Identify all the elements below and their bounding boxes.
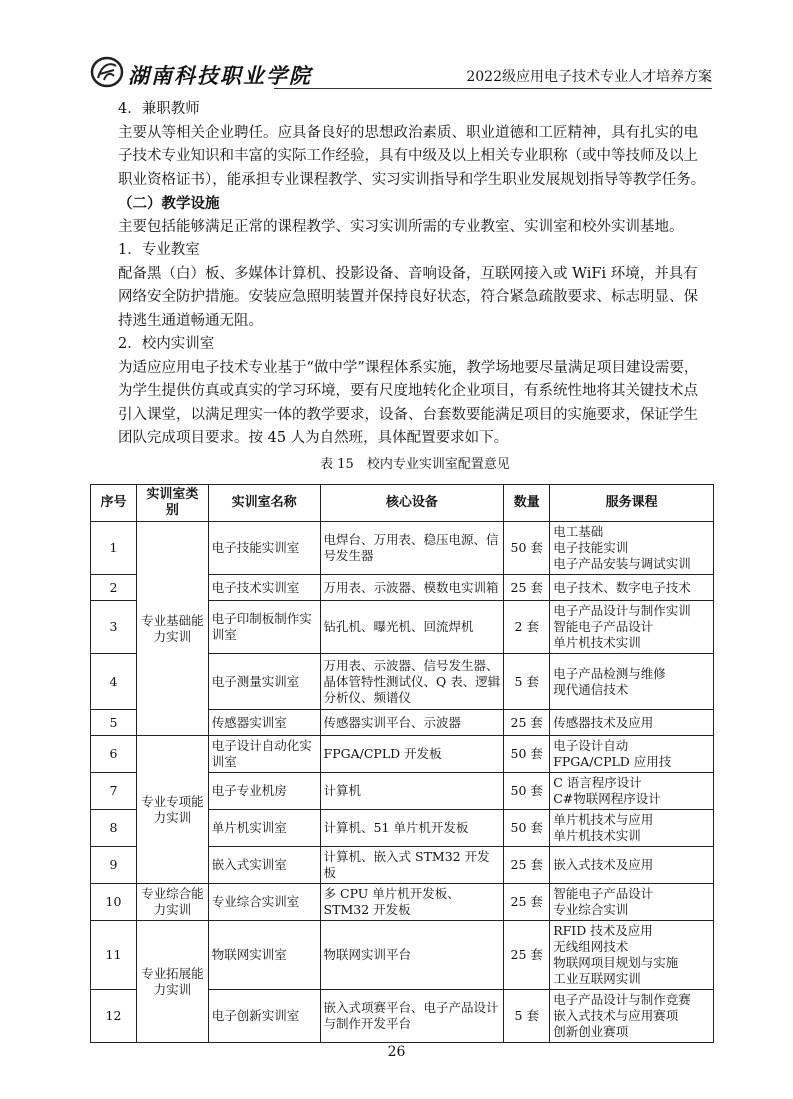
cell-courses xyxy=(550,884,714,921)
cell-quantity: 25 套 xyxy=(504,884,550,921)
section-heading-training-room: 2．校内实训室 xyxy=(118,336,215,352)
cell-equipment: 计算机、嵌入式 STM32 开发板 xyxy=(320,847,504,884)
cell-quantity: 25 套 xyxy=(504,847,550,884)
paragraph-text: 主要从等相关企业聘任。应具备良好的思想政治素质、职业道德和工匠精神，具有扎实的电子技术专业知识和丰富的实际工作经验，具有中级及以上相关专业职称（或中等技师及以上职业资格证书），能承担专业课程教学、实习实训指导和学生职业发展规划指导等教学任务。 xyxy=(118,124,706,188)
cell-courses xyxy=(550,710,714,736)
cell-room-name: 单片机实训室 xyxy=(208,810,320,847)
school-logo-icon xyxy=(90,56,124,88)
table-row xyxy=(91,522,714,575)
course-line: RFID 技术及应用 xyxy=(553,923,653,938)
header-category: 实训室类别 xyxy=(136,485,208,522)
cell-quantity: 50 套 xyxy=(504,522,550,575)
cell-quantity: 50 套 xyxy=(504,773,550,810)
cell-room-name: 电子设计自动化实训室 xyxy=(208,736,320,773)
cell-equipment: 嵌入式项赛平台、电子产品设计与制作开发平台 xyxy=(320,990,504,1043)
cell-no: 2 xyxy=(91,575,137,601)
cell-room-name: 电子创新实训室 xyxy=(208,990,320,1043)
course-line: 电子技术、数字电子技术 xyxy=(553,579,691,595)
cell-category: 专业综合能力实训 xyxy=(136,884,208,921)
course-line: C 语言程序设计 xyxy=(553,775,642,790)
course-line: 专业综合实训 xyxy=(553,902,629,917)
cell-no: 6 xyxy=(91,736,137,773)
cell-no: 9 xyxy=(91,847,137,884)
course-line: 现代通信技术 xyxy=(553,681,629,697)
cell-equipment: 万用表、示波器、模数电实训箱 xyxy=(320,575,504,601)
section-heading-classroom: 1．专业教室 xyxy=(118,242,200,258)
cell-no: 8 xyxy=(91,810,137,847)
cell-courses xyxy=(550,921,714,990)
cell-courses xyxy=(550,736,714,773)
course-line: 传感器技术及应用 xyxy=(553,714,654,730)
header-equipment: 核心设备 xyxy=(320,485,504,522)
cell-equipment: 钻孔机、曝光机、回流焊机 xyxy=(320,601,504,654)
cell-quantity: 5 套 xyxy=(504,654,550,710)
cell-category: 专业专项能力实训 xyxy=(136,736,208,884)
section-heading-facilities: （二）教学设施 xyxy=(118,195,220,212)
cell-room-name: 传感器实训室 xyxy=(208,710,320,736)
header-no: 序号 xyxy=(91,485,137,522)
paragraph-facilities-intro: 主要包括能够满足正常的课程教学、实习实训所需的专业教室、实训室和校外实训基地。 xyxy=(118,218,684,235)
cell-room-name: 电子专业机房 xyxy=(208,773,320,810)
section-heading-part-time-teachers: 4．兼职教师 xyxy=(118,101,200,117)
cell-equipment: 计算机 xyxy=(320,773,504,810)
cell-room-name: 电子测量实训室 xyxy=(208,654,320,710)
cell-courses xyxy=(550,601,714,654)
course-line: 电子设计自动 xyxy=(553,738,629,753)
cell-courses xyxy=(550,847,714,884)
course-line: 智能电子产品设计 xyxy=(553,619,654,634)
cell-room-name: 电子印制板制作实训室 xyxy=(208,601,320,654)
page-body xyxy=(118,98,712,482)
cell-equipment: 计算机、51 单片机开发板 xyxy=(320,810,504,847)
header-quantity: 数量 xyxy=(504,485,550,522)
document-title: 2022级应用电子技术专业人才培养方案 xyxy=(466,69,712,85)
course-line: 嵌入式技术与应用赛项 xyxy=(553,1008,679,1023)
course-line: 创新创业赛项 xyxy=(553,1024,629,1039)
paragraph-part-time-teachers xyxy=(118,122,712,193)
cell-quantity: 25 套 xyxy=(504,575,550,601)
cell-equipment: 物联网实训平台 xyxy=(320,921,504,990)
cell-equipment: FPGA/CPLD 开发板 xyxy=(320,736,504,773)
course-line: FPGA/CPLD 应用技 xyxy=(553,754,672,769)
cell-quantity: 2 套 xyxy=(504,601,550,654)
cell-quantity: 25 套 xyxy=(504,710,550,736)
cell-room-name: 电子技能实训室 xyxy=(208,522,320,575)
cell-no: 7 xyxy=(91,773,137,810)
table-row xyxy=(91,921,714,990)
course-line: 电子产品检测与维修 xyxy=(553,665,666,681)
header-room-name: 实训室名称 xyxy=(208,485,320,522)
cell-equipment: 万用表、示波器、信号发生器、晶体管特性测试仪、Q 表、逻辑分析仪、频谱仪 xyxy=(320,654,504,710)
cell-category: 专业拓展能力实训 xyxy=(136,921,208,1043)
table-caption: 表 15 校内专业实训室配置意见 xyxy=(320,456,510,472)
training-room-table xyxy=(90,484,714,1043)
course-line: 无线组网技术 xyxy=(553,939,629,954)
course-line: 单片机技术实训 xyxy=(553,635,641,650)
paragraph-training-room: 为适应应用电子技术专业基于“做中学”课程体系实施，教学场地要尽量满足项目建设需要，为学生提供仿真或真实的学习环境，要有尺度地转化企业项目，有系统性地将其关键技术点引入课堂，以满足理实一体的教学要求，设备、台套数要能满足项目的实施要求，保证学生团队完成项目要求。按 45 人为自然班，具体配置要求如下。 xyxy=(118,359,699,446)
course-line: 智能电子产品设计 xyxy=(553,886,654,901)
cell-equipment: 电焊台、万用表、稳压电源、信号发生器 xyxy=(320,522,504,575)
cell-quantity: 25 套 xyxy=(504,921,550,990)
cell-no: 5 xyxy=(91,710,137,736)
header-courses: 服务课程 xyxy=(550,485,714,522)
table-header-row xyxy=(91,485,714,522)
cell-courses xyxy=(550,654,714,710)
cell-room-name: 电子技术实训室 xyxy=(208,575,320,601)
cell-no: 4 xyxy=(91,654,137,710)
cell-courses xyxy=(550,990,714,1043)
cell-courses xyxy=(550,773,714,810)
cell-courses xyxy=(550,810,714,847)
course-line: 物联网项目规划与实施 xyxy=(553,955,679,970)
cell-room-name: 专业综合实训室 xyxy=(208,884,320,921)
cell-courses xyxy=(550,522,714,575)
course-line: 单片机技术与应用 xyxy=(553,812,654,827)
cell-courses xyxy=(550,575,714,601)
page-header xyxy=(90,56,712,90)
cell-quantity: 50 套 xyxy=(504,736,550,773)
cell-no: 1 xyxy=(91,522,137,575)
table-row xyxy=(91,884,714,921)
cell-no: 11 xyxy=(91,921,137,990)
header-divider xyxy=(274,88,712,89)
course-line: C#物联网程序设计 xyxy=(553,791,661,806)
course-line: 工业互联网实训 xyxy=(553,971,641,986)
cell-equipment: 传感器实训平台、示波器 xyxy=(320,710,504,736)
cell-room-name: 物联网实训室 xyxy=(208,921,320,990)
course-line: 电子技能实训 xyxy=(553,540,629,555)
cell-equipment: 多 CPU 单片机开发板、STM32 开发板 xyxy=(320,884,504,921)
cell-no: 10 xyxy=(91,884,137,921)
cell-category: 专业基础能力实训 xyxy=(136,522,208,736)
cell-no: 3 xyxy=(91,601,137,654)
table-row xyxy=(91,736,714,773)
paragraph-classroom: 配备黑（白）板、多媒体计算机、投影设备、音响设备，互联网接入或 WiFi 环境，并具有网络安全防护措施。安装应急照明装置并保持良好状态，符合紧急疏散要求、标志明显、保持逃生通道畅通无阻。 xyxy=(118,265,698,329)
course-line: 电子产品设计与制作竞赛 xyxy=(553,992,691,1007)
course-line: 嵌入式技术及应用 xyxy=(553,857,654,872)
cell-quantity: 50 套 xyxy=(504,810,550,847)
course-line: 电工基础 xyxy=(553,524,604,539)
page-number: 26 xyxy=(387,1044,406,1060)
cell-quantity: 5 套 xyxy=(504,990,550,1043)
cell-room-name: 嵌入式实训室 xyxy=(208,847,320,884)
course-line: 单片机技术实训 xyxy=(553,828,641,843)
course-line: 电子产品设计与制作实训 xyxy=(553,603,691,618)
course-line: 电子产品安装与调试实训 xyxy=(553,556,691,571)
cell-no: 12 xyxy=(91,990,137,1043)
school-name: 湖南科技职业学院 xyxy=(128,63,312,88)
